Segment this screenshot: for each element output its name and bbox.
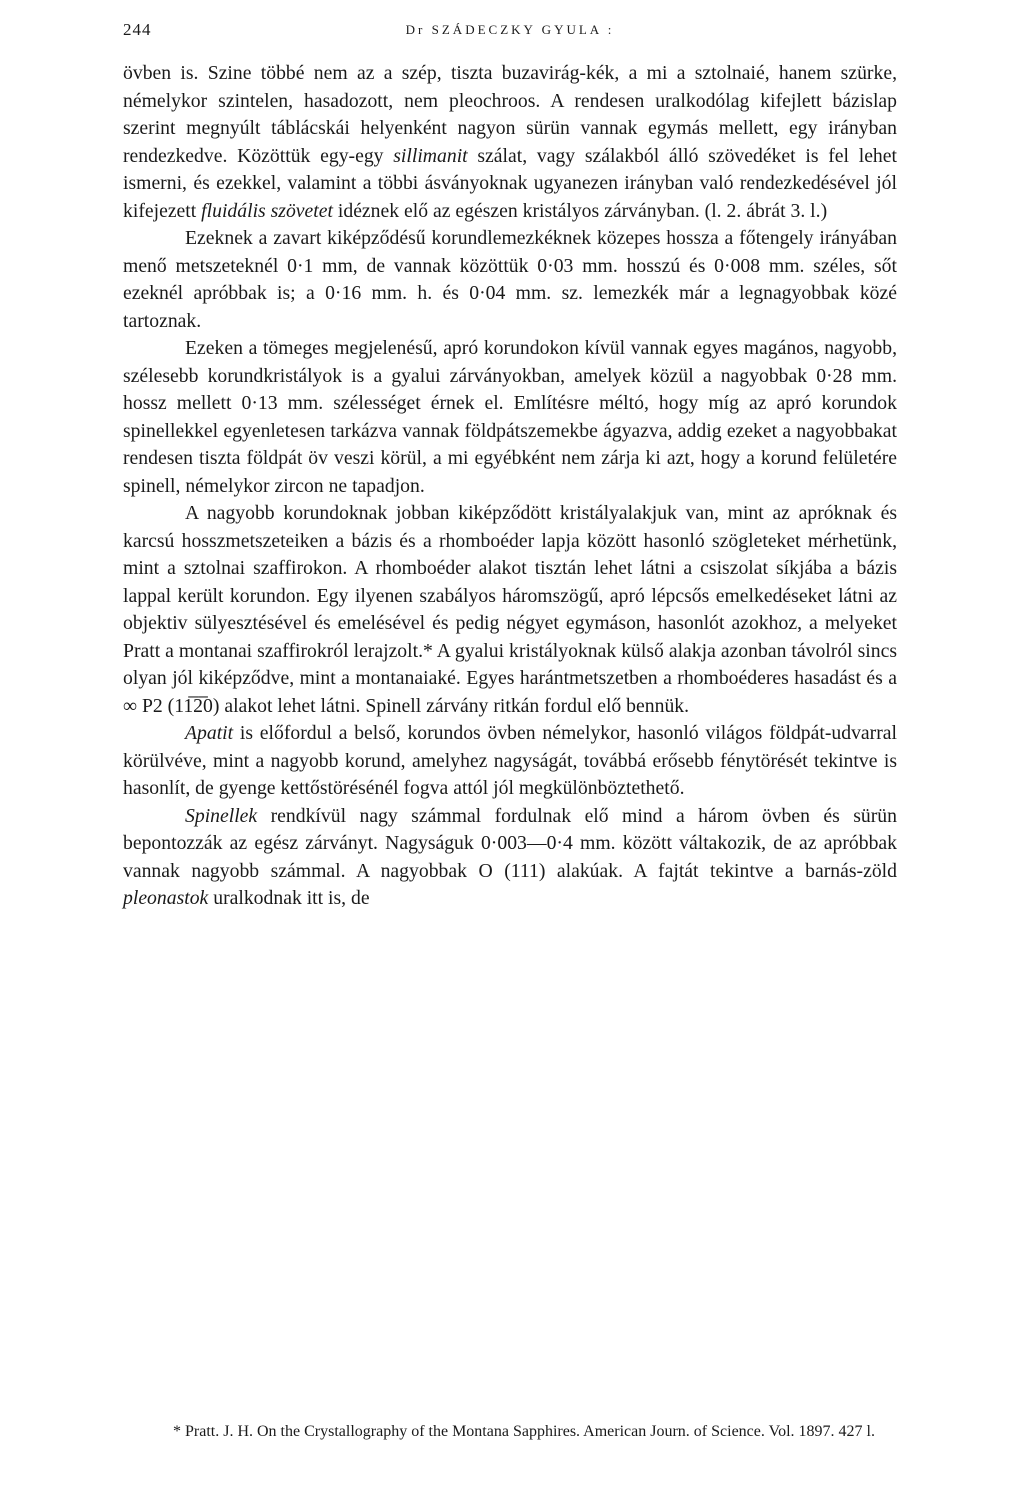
- paragraph: [123, 720, 897, 803]
- paragraph: [123, 500, 897, 720]
- page-number: 244: [123, 20, 152, 39]
- text-run: szálat, vagy szálakból álló szövedéket is fel lehet ismerni, és ezekkel, valamint a többi ásványoknak ugyanezen irányban való rendezkedésével jól kifejezett: [123, 144, 897, 222]
- running-head: [123, 20, 897, 44]
- text-run: idéznek elő az egészen kristályos zárványban. (l. 2. ábrát 3. l.): [332, 199, 828, 222]
- paragraph: [123, 225, 897, 335]
- italic-term: pleonastok: [123, 887, 209, 909]
- text-run: Ezeknek a zavart kiképződésű korundlemezkéknek közepes hossza a főtengely irányában menő metszeteknél 0·1 mm, de vannak közöttük 0·03 mm. hosszú és 0·008 mm. széles, sőt ezeknél apróbbak is; a 0·16 mm. h. és 0·04 mm. sz. lemezkék már a legnagyobbak közé tartoznak.: [123, 227, 897, 332]
- italic-term: sillimanit: [393, 144, 468, 167]
- footnote: [123, 1420, 897, 1444]
- paragraph: [123, 60, 897, 225]
- text-run: uralkodnak itt is, de: [208, 887, 370, 909]
- italic-term: Apatit: [185, 722, 234, 744]
- paragraph: [123, 335, 897, 500]
- text-run: Ezeken a tömeges megjelenésű, apró korundokon kívül vannak egyes magános, nagyobb, szélesebb korundkristályok is a gyalui zárványokban, amelyek közül a nagyobbak 0·28 mm. hossz mellett 0·13 mm. szélességet érnek el. Említésre méltó, hogy míg az apró korundok spinellekkel egyenletesen tarkázva vannak földpátszemekbe ágyazva, addig ezeket a nagyobbakat rendesen tiszta földpát öv veszi körül, a mi egyébként nem zárja ki azt, hogy a korund felületére spinell, némelykor zircon ne tapadjon.: [123, 337, 897, 497]
- text-run: rendkívül nagy számmal fordulnak elő mind a három övben és sürün bepontozzák az egész zárványt. Nagyságuk 0·003—0·4 mm. között váltakozik, de az apróbbak vannak nagyobb számmal. A nagyobbak O (111) alakúak. A fajtát tekintve a barnás-zöld: [123, 804, 897, 882]
- running-title: Dr SZÁDECZKY GYULA :: [405, 22, 615, 37]
- body-text: [123, 60, 897, 913]
- paragraph: [123, 803, 897, 913]
- text-run: is előfordul a belső, korundos övben némelykor, hasonló világos földpát-udvarral körülvéve, mint a nagyobb korund, amelyhez nagyságát, továbbá erősebb fénytörését tekintve is hasonlít, de gyenge kettőstörésénél fogva attól jól megkülönböztethető.: [123, 722, 897, 799]
- italic-term: Spinellek: [185, 804, 258, 827]
- text-run: A nagyobb korundoknak jobban kiképződött kristályalakjuk van, mint az apróknak és karcsú hosszmetszeteiken a bázis és a rhomboéder lapja között hasonló szögleteket mérhetünk, mint a sztolnai szaffirokon. A rhomboéder alakot tisztán lehet látni a csiszolat síkjába a bázis lappal került korundon. Egy ilyenen szabályos háromszögű, apró lépcsős emelkedéseket látni az objektiv sülyesztésével és emelésével és pedig négyet egymáson, hasonlót azokhoz, a melyeket Pratt a montanai szaffirokról lerajzolt.* A gyalui kristályoknak külső alakja azonban távolról sincs olyan jól kiképződve, mint a montanaiaké. Egyes harántmetszetben a rhomboéderes hasadást és a ∞ P2 (11̅2̅0) alakot lehet látni. Spinell zárvány ritkán fordul elő bennük.: [123, 502, 897, 717]
- footnote-text: * Pratt. J. H. On the Crystallography of the Montana Sapphires. American Journ. of Science. Vol. 1897. 427 l.: [173, 1423, 875, 1440]
- italic-term: fluidális szövetet: [201, 199, 333, 222]
- text-run: övben is. Szine többé nem az a szép, tiszta buzavirág-kék, a mi a sztolnaié, hanem szürke, némelykor szintelen, hasadozott, nem pleochroos. A rendesen uralkodólag kifejlett bázislap szerint megnyúlt táblácskái helyenként nagyon sürün vannak egymás mellett, egy irányban rendezkedve. Közöttük egy-egy: [123, 62, 897, 167]
